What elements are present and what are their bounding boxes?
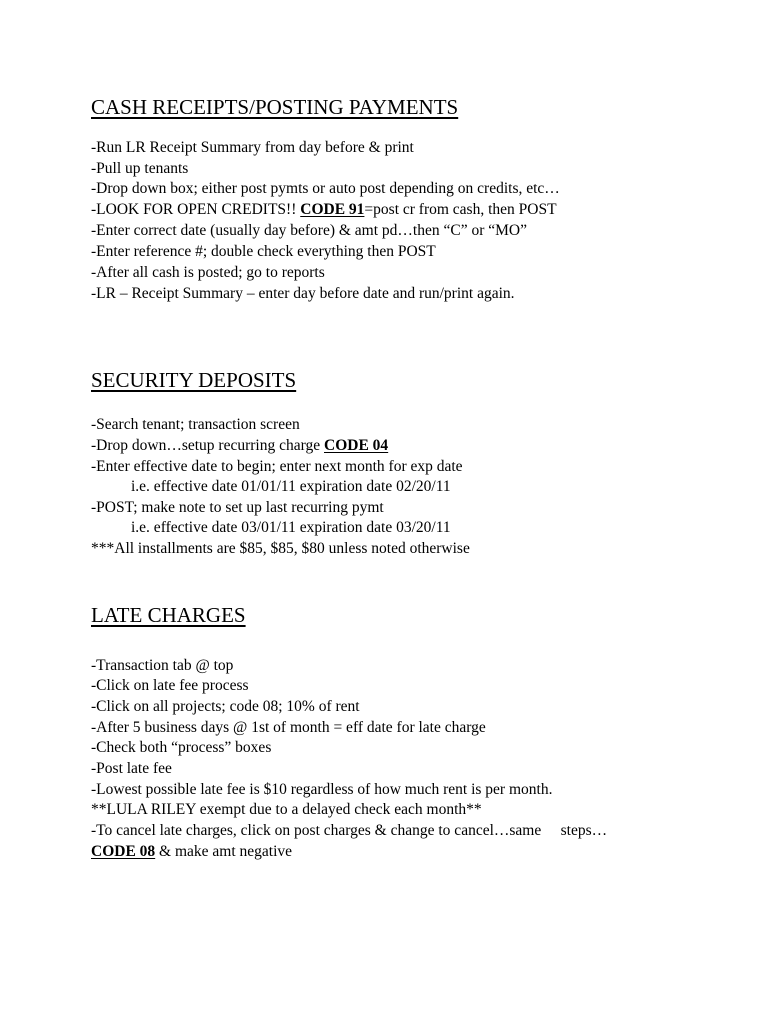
instruction-line: -After 5 business days @ 1st of month = eff date for late charge — [91, 719, 486, 736]
instruction-line: -Click on late fee process — [91, 677, 249, 694]
instruction-line: -Search tenant; transaction screen — [91, 416, 300, 433]
instruction-line: -Run LR Receipt Summary from day before & print — [91, 139, 414, 156]
instruction-line: -Post late fee — [91, 760, 172, 777]
instruction-line: -Enter reference #; double check everything then POST — [91, 243, 436, 260]
instruction-line: -LR – Receipt Summary – enter day before date and run/print again. — [91, 285, 515, 302]
instruction-line: -Lowest possible late fee is $10 regardless of how much rent is per month. — [91, 781, 553, 798]
instruction-line: i.e. effective date 01/01/11 expiration date 02/20/11 — [131, 478, 451, 495]
instruction-line: -Enter effective date to begin; enter next month for exp date — [91, 458, 463, 475]
instruction-line: -Pull up tenants — [91, 160, 189, 177]
instruction-line: -POST; make note to set up last recurring pymt — [91, 499, 384, 516]
section-heading-cash-receipts: CASH RECEIPTS/POSTING PAYMENTS — [91, 95, 459, 119]
line-text: & make amt negative — [155, 843, 293, 860]
section-heading-late-charges: LATE CHARGES — [91, 603, 246, 627]
instruction-line: -Transaction tab @ top — [91, 657, 234, 674]
code-label: CODE 04 — [324, 437, 389, 454]
code-label: CODE 08 — [91, 843, 156, 860]
instruction-line: **LULA RILEY exempt due to a delayed check each month** — [91, 801, 482, 818]
instruction-line — [91, 201, 557, 219]
instruction-line: -To cancel late charges, click on post charges & change to cancel…same steps… — [91, 822, 608, 839]
code-label: CODE 91 — [300, 201, 365, 218]
line-text: =post cr from cash, then POST — [364, 201, 557, 218]
instruction-line: -After all cash is posted; go to reports — [91, 264, 325, 281]
instruction-line: -Drop down box; either post pymts or auto post depending on credits, etc… — [91, 180, 560, 197]
instruction-line: -Check both “process” boxes — [91, 739, 272, 756]
instruction-line: i.e. effective date 03/01/11 expiration date 03/20/11 — [131, 519, 451, 536]
line-text: -Drop down…setup recurring charge — [91, 437, 324, 454]
instruction-line — [91, 843, 292, 861]
instruction-line: -Enter correct date (usually day before) & amt pd…then “C” or “MO” — [91, 222, 527, 239]
line-text: -LOOK FOR OPEN CREDITS!! — [91, 201, 301, 218]
instruction-line: ***All installments are $85, $85, $80 unless noted otherwise — [91, 540, 470, 557]
section-heading-security-deposits: SECURITY DEPOSITS — [91, 368, 297, 392]
instruction-line — [91, 437, 388, 455]
instruction-line: -Click on all projects; code 08; 10% of rent — [91, 698, 360, 715]
